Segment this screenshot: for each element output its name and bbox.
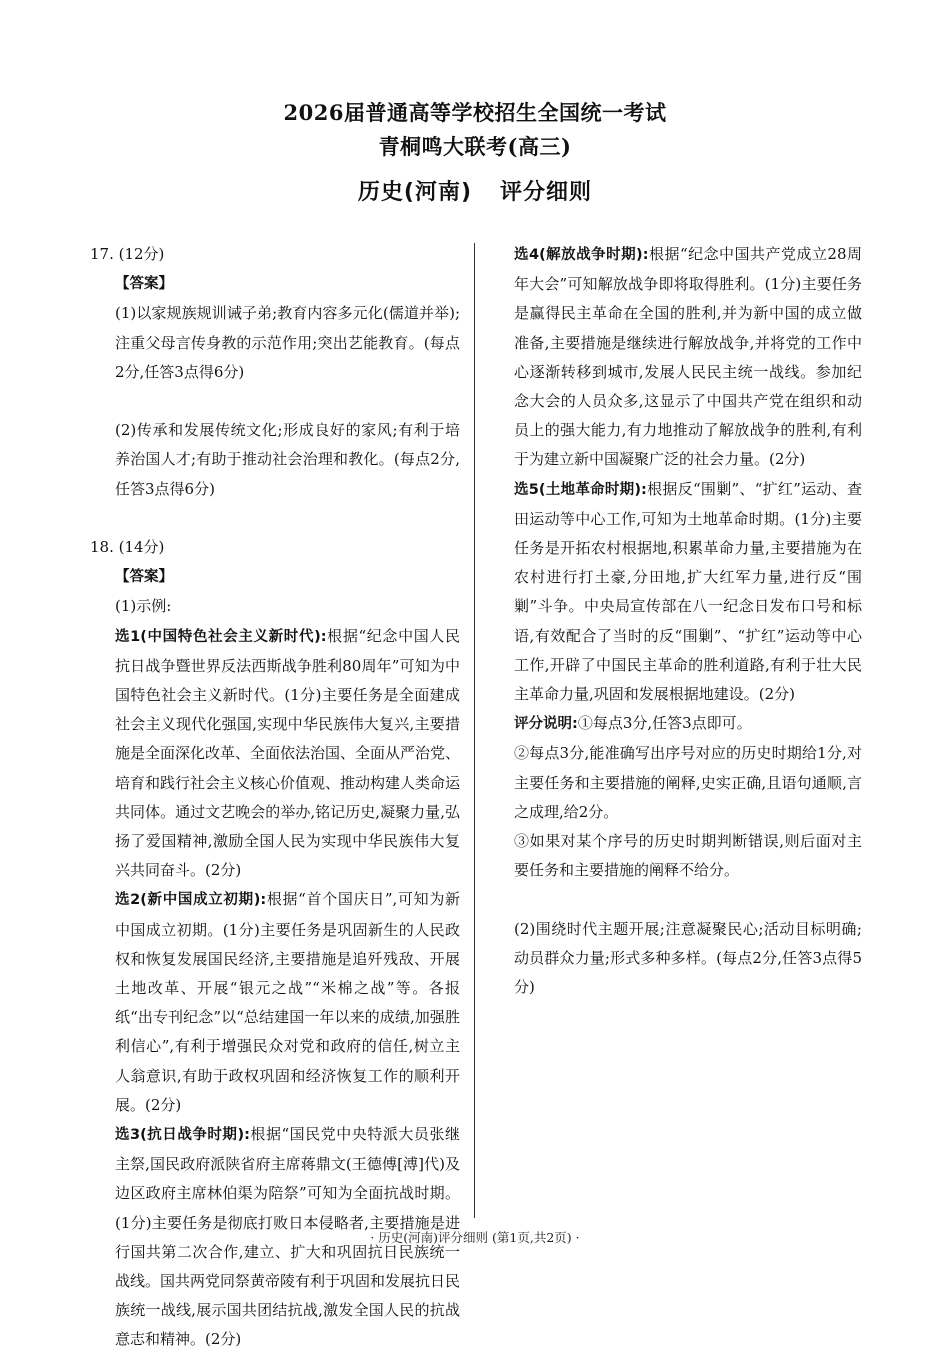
q18-option-4-label: 选4(解放战争时期): <box>514 247 649 263</box>
exam-title: 2026届普通高等学校招生全国统一考试 <box>283 100 667 125</box>
q18-scoring-label: 评分说明: <box>514 716 578 733</box>
q18-option-2-text: 根据“首个国庆日”,可知为新中国成立初期。(1分)主要任务是巩固新生的人民政权和恢复发展国民经济,主要措施是追歼残敌、开展土地改革、开展“银元之战”“米棉之战”等。各报纸“出专刊纪念”以“总结建国一年以来的成绩,加强胜利信心”,有利于增强民众对党和政府的信任,树立主人翁意识,有助于政权巩固和经济恢复工作的顺利开展。(2分) <box>115 890 460 1114</box>
q17-number: 17. (12分) <box>90 245 165 263</box>
subject-name: 历史(河南) <box>357 180 473 205</box>
q17-part1: (1)以家规族规训诫子弟;教育内容多元化(儒道并举);注重父母言传身教的示范作用;突出艺能教育。(每点2分,任答3点得6分) <box>115 304 460 381</box>
column-divider <box>474 243 475 1218</box>
q18-part2: (2)围绕时代主题开展;注意凝聚民心;活动目标明确;动员群众力量;形式多种多样。(每点2分,任答3点得5分) <box>514 919 862 997</box>
q18-option-4 <box>514 240 862 475</box>
q18-option-3-label: 选3(抗日战争时期): <box>115 1127 250 1144</box>
q18-option-2 <box>90 885 460 1120</box>
q17-answer-label: 【答案】 <box>115 276 173 293</box>
q18-scoring-1: 评分说明:①每点3分,任答3点即可。 <box>514 714 752 733</box>
doc-type: 评分细则 <box>500 180 593 205</box>
q18-option-4-text: 根据“纪念中国共产党成立28周年大会”可知解放战争即将取得胜利。(1分)主要任务是赢得民主革命在全国的胜利,并为新中国的成立做准备,主要措施是继续进行解放战争,并将党的工作中心逐渐转移到城市,发展人民民主统一战线。参加纪念大会的人员众多,这显示了中国共产党在组织和动员上的强大能力,有力地推动了解放战争的胜利,有利于为建立新中国凝聚广泛的社会力量。(2分) <box>514 245 862 469</box>
q18-scoring-3: ③如果对某个序号的历史时期判断错误,则后面对主要任务和主要措施的阐释不给分。 <box>514 832 862 880</box>
q18-option-5-text: 根据反“围剿”、“扩红”运动、查田运动等中心工作,可知为土地革命时期。(1分)主要任务是开拓农村根据地,积累革命力量,主要措施为在农村进行打土豪,分田地,扩大红军力量,进行反“围剿”斗争。中央局宣传部在八一纪念日发布口号和标语,有效配合了当时的反“围剿”、“扩红”运动等中心工作,开辟了中国民主革命的胜利道路,有利于壮大民主革命力量,巩固和发展根据地建设。(2分) <box>514 479 862 704</box>
q18-option-1-text: 根据“纪念中国人民抗日战争暨世界反法西斯战争胜利80周年”可知为中国特色社会主义新时代。(1分)主要任务是全面建成社会主义现代化强国,实现中华民族伟大复兴,主要措施是全面深化改革、全面依法治国、全面从严治党、培育和践行社会主义核心价值观、推动构建人类命运共同体。通过文艺晚会的举办,铭记历史,凝聚力量,弘扬了爱国精神,激励全国人民为实现中华民族伟大复兴共同奋斗。(2分) <box>115 626 461 880</box>
q18-option-2-label: 选2(新中国成立初期): <box>115 892 267 909</box>
exam-subtitle: 青桐鸣大联考(高三) <box>378 134 572 159</box>
q17-part2: (2)传承和发展传统文化;形成良好的家风;有利于培养治国人才;有助于推动社会治理和教化。(每点2分,任答3点得6分) <box>115 421 460 498</box>
q18-number: 18. (14分) <box>90 538 165 556</box>
q18-option-5 <box>514 475 862 710</box>
q18-example-label: (1)示例: <box>115 597 172 616</box>
q18-option-1-label: 选1(中国特色社会主义新时代): <box>115 628 327 645</box>
q18-option-3-text: 根据“国民党中央特派大员张继主祭,国民政府派陕省府主席蒋鼎文(王德傅[溥]代)及边区政府主席林伯渠为陪祭”可知为全面抗战时期。(1分)主要任务是彻底打败日本侵略者,主要措施是进行国共第二次合作,建立、扩大和巩固抗日民族统一战线。国共两党同祭黄帝陵有利于巩固和发展抗日民族统一战线,展示国共团结抗战,激发全国人民的抗战意志和精神。(2分) <box>115 1125 461 1349</box>
left-column <box>90 240 460 1355</box>
q18-scoring-2: ②每点3分,能准确写出序号对应的历史时期给1分,对主要任务和主要措施的阐释,史实正确,且语句通顺,言之成理,给2分。 <box>514 744 862 821</box>
page-footer: · 历史(河南)评分细则 (第1页,共2页) · <box>370 1230 580 1245</box>
q18-answer-label: 【答案】 <box>115 569 173 586</box>
subject-title <box>0 175 950 206</box>
q18-option-1 <box>90 622 460 886</box>
right-column <box>514 240 862 1002</box>
q18-option-5-label: 选5(土地革命时期): <box>514 481 647 498</box>
